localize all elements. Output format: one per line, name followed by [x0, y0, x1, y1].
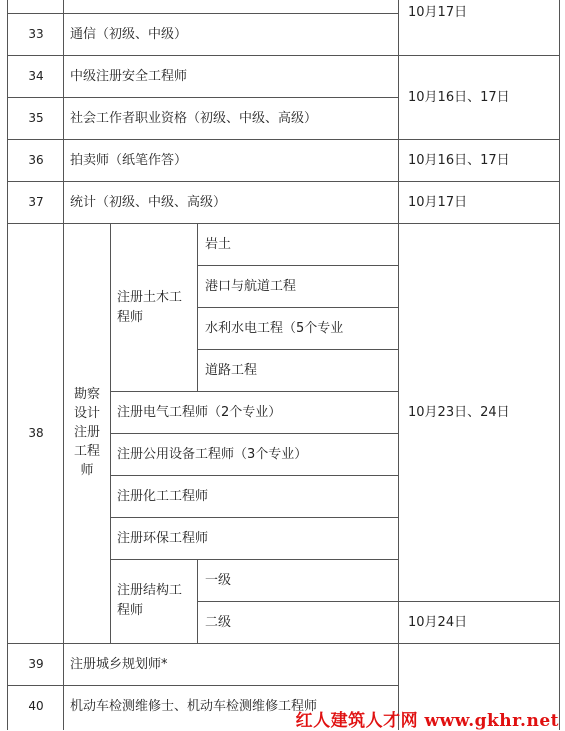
column-divider: [398, 0, 399, 730]
electrical-engineer: 注册电气工程师（2个专业）: [117, 405, 282, 420]
civil-specialty: 港口与航道工程: [205, 279, 297, 294]
row-number: 40: [28, 699, 44, 713]
date-cell: 10月16日、17日: [408, 153, 510, 168]
row-divider: [110, 475, 398, 476]
group-label-line: 注册: [73, 425, 100, 440]
civil-label-line: 程师: [117, 310, 144, 325]
column-divider: [110, 223, 111, 643]
exam-name: 机动车检测维修士、机动车检测维修工程师: [70, 699, 318, 714]
row-divider: [110, 391, 398, 392]
civil-specialty: 水利水电工程（5个专业: [205, 321, 344, 336]
watermark: 红人建筑人才网 www.gkhr.net: [295, 711, 559, 731]
row-divider: [7, 55, 559, 56]
row-number: 36: [28, 153, 44, 167]
date-cell: 10月16日、17日: [408, 90, 510, 105]
row-divider: [197, 349, 398, 350]
exam-name: 注册城乡规划师*: [70, 657, 168, 672]
utility-engineer: 注册公用设备工程师（3个专业）: [117, 447, 308, 462]
structural-engineer-label: [117, 581, 182, 621]
row-divider: [197, 307, 398, 308]
structural-label-line: 注册结构工: [117, 583, 183, 598]
civil-specialty: 道路工程: [205, 363, 258, 378]
chemical-engineer: 注册化工工程师: [117, 489, 209, 504]
row-divider: [110, 559, 398, 560]
row-divider: [110, 433, 398, 434]
civil-specialty: 岩土: [205, 237, 232, 252]
exam-name: 拍卖师（纸笔作答）: [70, 153, 188, 168]
group-label-line: 设计: [73, 406, 100, 421]
civil-label-line: 注册土木工: [117, 290, 183, 305]
column-divider: [197, 559, 198, 643]
column-divider: [197, 223, 198, 391]
row-number: 33: [28, 27, 44, 41]
structural-level: 一级: [205, 573, 232, 588]
exam-name: 通信（初级、中级）: [70, 27, 188, 42]
group-label: [64, 385, 110, 480]
row-divider: [7, 13, 398, 14]
structural-level: 二级: [205, 615, 232, 630]
date-cell: 10月23日、24日: [408, 405, 510, 420]
date-cell: 10月17日: [408, 195, 468, 210]
row-divider: [197, 265, 398, 266]
row-number: 37: [28, 195, 44, 209]
row-divider: [7, 643, 559, 644]
group-label-line: 工程: [73, 444, 100, 459]
row-number: 38: [28, 426, 44, 440]
row-divider: [7, 685, 398, 686]
exam-name: 中级注册安全工程师: [70, 69, 188, 84]
group-label-line: 师: [80, 463, 94, 478]
environmental-engineer: 注册环保工程师: [117, 531, 209, 546]
row-number: 35: [28, 111, 44, 125]
date-cell: 10月24日: [408, 615, 468, 630]
row-number: 39: [28, 657, 44, 671]
civil-engineer-label: [117, 288, 182, 328]
row-divider: [7, 97, 398, 98]
row-divider: [110, 517, 398, 518]
row-divider: [7, 139, 559, 140]
row-divider: [7, 181, 559, 182]
date-cell: 10月17日: [408, 5, 468, 20]
structural-label-line: 程师: [117, 603, 144, 618]
exam-name: 社会工作者职业资格（初级、中级、高级）: [70, 111, 318, 126]
exam-name: 统计（初级、中级、高级）: [70, 195, 227, 210]
row-divider: [7, 223, 559, 224]
row-number: 34: [28, 69, 44, 83]
row-divider: [197, 601, 559, 602]
column-divider: [559, 0, 560, 730]
group-label-line: 勘察: [73, 387, 100, 402]
